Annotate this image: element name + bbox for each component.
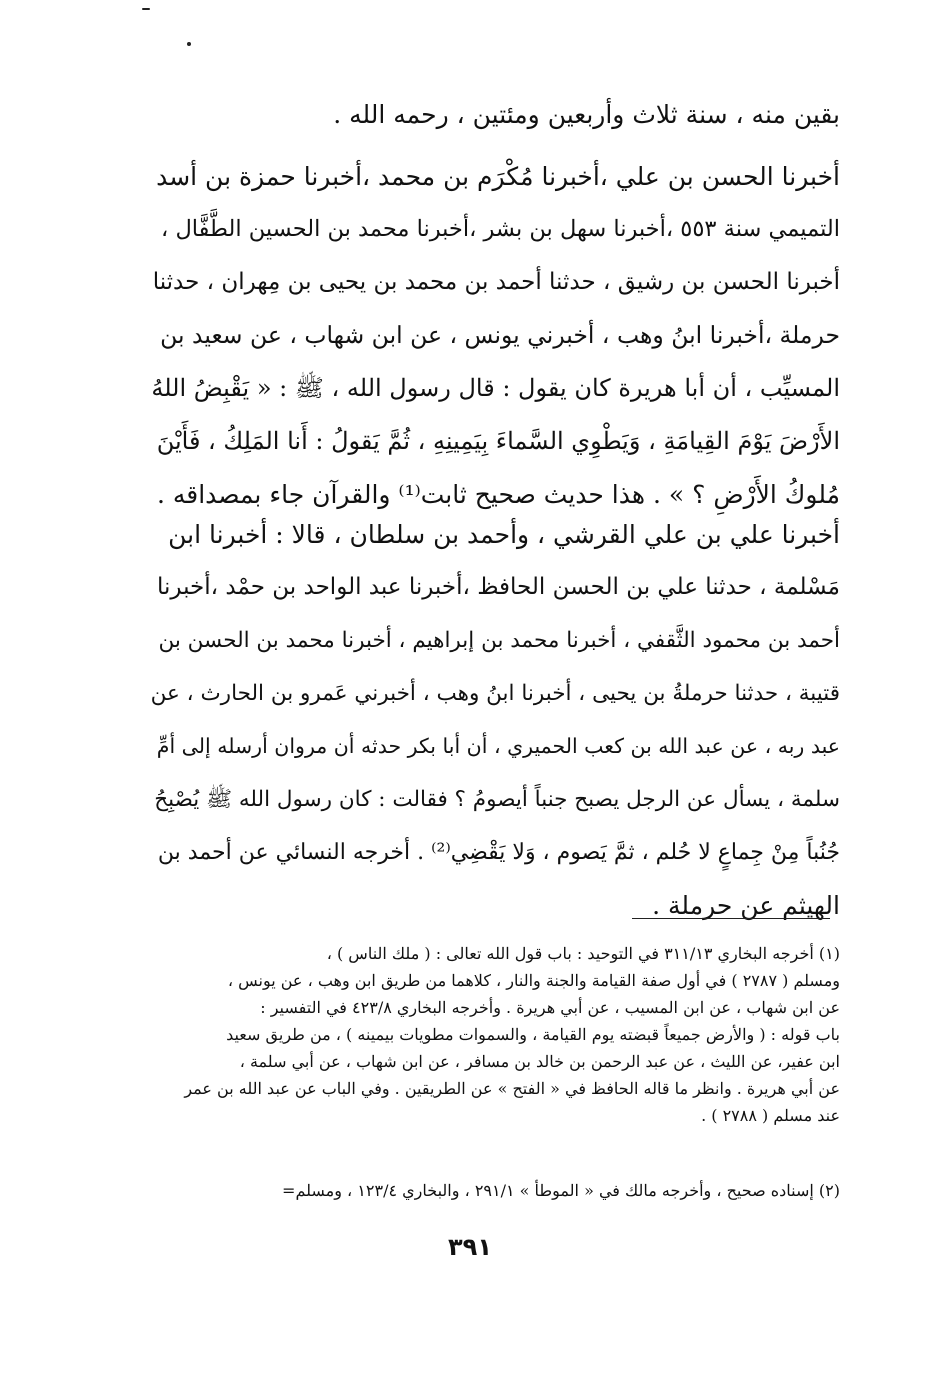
text-line: قتيبة ، حدثنا حرملةُ بن يحيى ، أخبرنا ابنُ وهب ، أخبرني عَمرو بن الحارث ، عن	[150, 681, 840, 706]
text-line: جُنُباً مِنْ جِماعٍ لا حُلم ، ثمَّ يَصوم ، وَلا يَقْضِي⁽²⁾ . أخرجه النسائي عن أحمد بن	[157, 840, 840, 865]
page-number: ٣٩١	[448, 1233, 492, 1261]
text-line: المسيِّب ، أن أبا هريرة كان يقول : قال رسول الله ، ﷺ : « يَقْبِضُ اللهُ	[151, 374, 840, 402]
footnote-line: عن ابن شهاب ، عن ابن المسيب ، عن أبي هريرة . وأخرجه البخاري ٤٢٣/٨ في التفسير :	[260, 998, 840, 1017]
text-line: الهيثم عن حرملة .	[652, 891, 840, 920]
footnote-line: ابن عفير، عن الليث ، عن عبد الرحمن بن خالد بن مسافر ، عن ابن شهاب ، عن أبي سلمة ،	[239, 1052, 840, 1071]
scan-speck	[142, 8, 150, 10]
footnote-line: (١) أخرجه البخاري ٣١١/١٣ في التوحيد : باب قول الله تعالى : ( ملك الناس ) ،	[326, 944, 840, 963]
footnote-1	[150, 940, 840, 1129]
text-line: حرملة ،أخبرنا ابنُ وهب ، أخبرني يونس ، عن ابن شهاب ، عن سعيد بن	[160, 321, 840, 349]
text-line: أخبرنا علي بن علي القرشي ، وأحمد بن سلطان ، قالا : أخبرنا ابن	[168, 520, 840, 549]
footnote-separator	[632, 918, 830, 919]
text-line: سلمة ، يسأل عن الرجل يصبح جنباً أيصومُ ؟ فقالت : كان رسول الله ﷺ يُصْبِحُ	[154, 787, 840, 812]
footnote-line: ومسلم ( ٢٧٨٧ ) في أول صفة القيامة والجنة والنار ، كلاهما من طريق ابن وهب ، عن يونس ،	[227, 971, 840, 990]
scan-speck	[187, 42, 191, 46]
text-line: عبد ربه ، عن عبد الله بن كعب الحميري ، أن أبا بكر حدثه أن مروان أرسله إلى أمِّ	[156, 734, 840, 758]
paragraph-hadith-2	[150, 508, 840, 932]
text-line: أخبرنا الحسن بن رشيق ، حدثنا أحمد بن محمد بن يحيى بن مِهران ، حدثنا	[152, 269, 840, 295]
paragraph-hadith-1	[150, 150, 840, 521]
text-line: التميمي سنة ٥٥٣ ،أخبرنا سهل بن بشر ،أخبرنا محمد بن الحسين الطَّفَّال ،	[161, 216, 840, 242]
text-line: بقين منه ، سنة ثلاث وأربعين ومئتين ، رحمه الله .	[333, 100, 840, 129]
footnote-line: عن أبي هريرة . وانظر ما قاله الحافظ في « الفتح » عن الطريقين . وفي الباب عن عبد الله بن عمر	[184, 1079, 840, 1098]
paragraph-continuation	[150, 88, 840, 141]
footnote-2: (٢) إسناده صحيح ، وأخرجه مالك في « الموطأ » ٢٩١/١ ، والبخاري ١٢٣/٤ ، ومسلم=	[282, 1181, 840, 1200]
text-line: الأَرْضَ يَوْمَ القِيامَةِ ، وَيَطْوِي السَّماءَ بِيَمِينِهِ ، ثُمَّ يَقولُ : أَنا المَلِكُ ، فَأَيْنَ	[156, 427, 840, 455]
text-line: أحمد بن محمود الثَّقفي ، أخبرنا محمد بن إبراهيم ، أخبرنا محمد بن الحسن بن	[158, 628, 840, 653]
text-line: مُلوكُ الأَرْضِ ؟ » . هذا حديث صحيح ثابت⁽¹⁾ والقرآن جاء بمصداقه .	[156, 480, 840, 509]
text-line: مَسْلمة ، حدثنا علي بن الحسن الحافظ ،أخبرنا عبد الواحد بن حمْد ،أخبرنا	[157, 574, 840, 600]
text-line: أخبرنا الحسن بن علي ،أخبرنا مُكْرَم بن محمد ،أخبرنا حمزة بن أسد	[156, 162, 840, 191]
footnote-line: باب قوله : ( والأرض جميعاً قبضته يوم القيامة ، والسموات مطويات بيمينه ) ، من طريق سعيد	[226, 1025, 840, 1044]
footnote-line: عند مسلم ( ٢٧٨٨ ) .	[701, 1106, 840, 1125]
